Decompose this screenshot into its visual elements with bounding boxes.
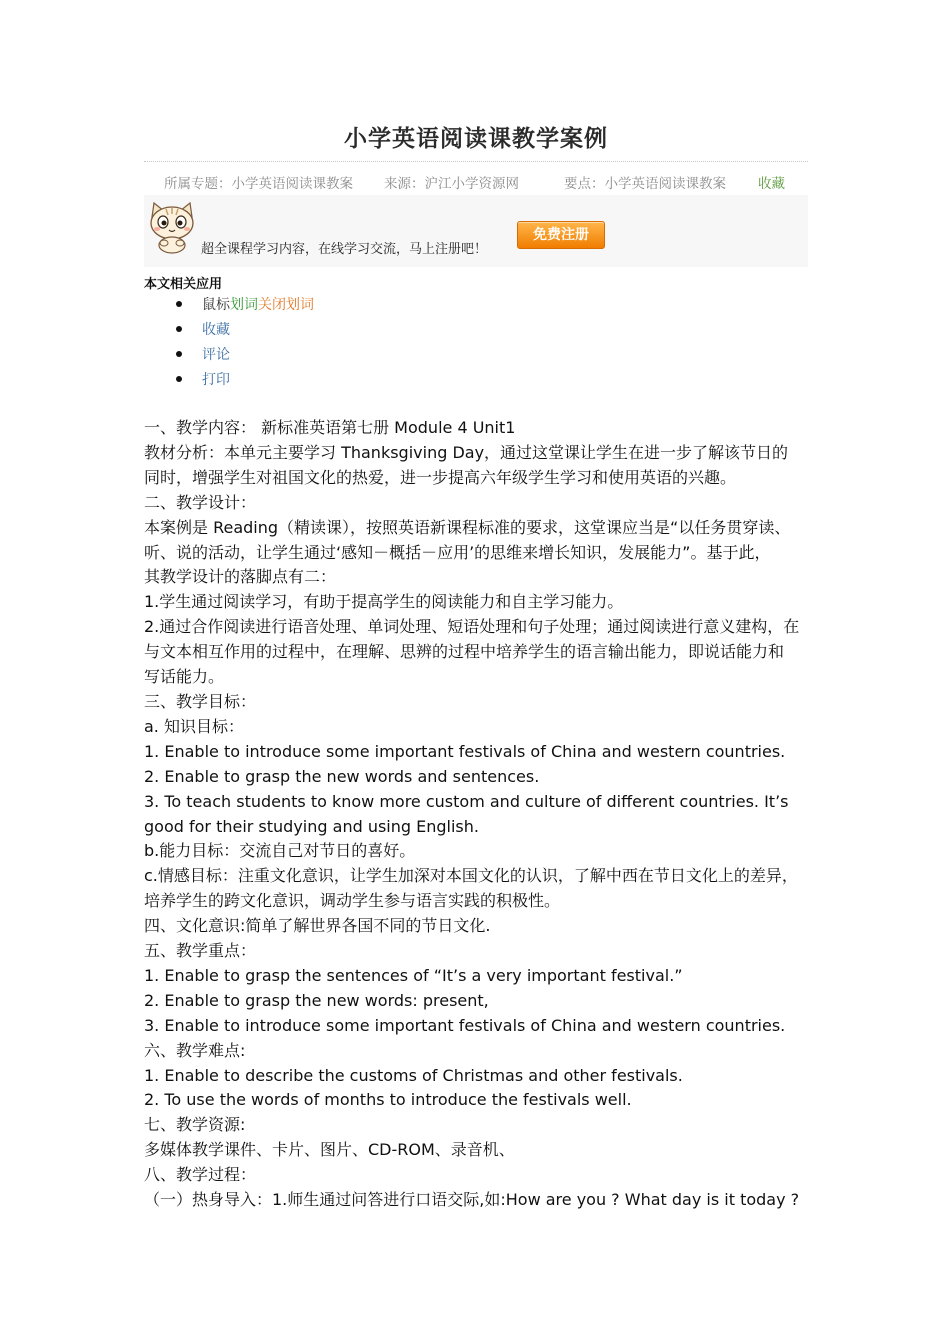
- text-line: 听、说的活动，让学生通过‘感知－概括－应用’的思维来增长知识，发展能力”。基于此，: [144, 542, 771, 562]
- meta-keypoint[interactable]: 要点：小学英语阅读课教案: [564, 176, 726, 192]
- favorite-app-link[interactable]: 收藏: [202, 322, 230, 338]
- list-item: [176, 345, 314, 370]
- page-title: 小学英语阅读课教学案例: [344, 125, 608, 152]
- text-line: 3. Enable to introduce some important festivals of China and western countries.: [144, 1015, 786, 1035]
- cat-mascot-icon: [144, 199, 200, 255]
- text-line: 教材分析：本单元主要学习 Thanksgiving Day，通过这堂课让学生在进一步了解该节日的: [144, 442, 789, 462]
- text-line: 五、教学重点：: [144, 941, 257, 961]
- text-line: 3. To teach students to know more custom and culture of different countries. It’s: [144, 791, 789, 811]
- text-line: 八、教学过程：: [144, 1165, 257, 1185]
- hover-prefix: 鼠标: [202, 297, 230, 313]
- text-line: 六、教学难点:: [144, 1040, 246, 1060]
- text-line: 2. Enable to grasp the new words: present,: [144, 990, 489, 1010]
- text-line: 2. Enable to grasp the new words and sentences.: [144, 766, 540, 786]
- list-item: [176, 295, 314, 320]
- text-line: c.情感目标：注重文化意识，让学生加深对本国文化的认识，了解中西在节日文化上的差异，: [144, 866, 798, 886]
- meta-topic[interactable]: 所属专题：小学英语阅读课教案: [164, 176, 353, 192]
- text-line: 1.学生通过阅读学习，有助于提高学生的阅读能力和自主学习能力。: [144, 592, 624, 612]
- text-line: a. 知识目标：: [144, 716, 244, 736]
- favorite-link[interactable]: 收藏: [758, 176, 785, 192]
- text-line: 2. To use the words of months to introduce the festivals well.: [144, 1090, 632, 1110]
- divider: [144, 161, 808, 162]
- text-line: 多媒体教学课件、卡片、图片、CD-ROM、录音机、: [144, 1140, 515, 1160]
- text-line: 1. Enable to grasp the sentences of “It’s a very important festival.”: [144, 965, 683, 985]
- text-line: （一）热身导入：1.师生通过问答进行口语交际,如:How are you ? What day is it today ?: [144, 1190, 800, 1210]
- list-item: [176, 370, 314, 395]
- text-line: 四、文化意识:简单了解世界各国不同的节日文化.: [144, 916, 491, 936]
- meta-source[interactable]: 来源：沪江小学资源网: [384, 176, 519, 192]
- text-line: 七、教学资源:: [144, 1115, 246, 1135]
- text-line: 其教学设计的落脚点有二：: [144, 567, 337, 587]
- text-line: b.能力目标：交流自己对节日的喜好。: [144, 841, 416, 861]
- print-link[interactable]: 打印: [202, 372, 230, 388]
- text-line: 本案例是 Reading（精读课），按照英语新课程标准的要求，这堂课应当是“以任务贯穿读、: [144, 517, 791, 537]
- list-item: [176, 320, 314, 345]
- related-apps-heading: 本文相关应用: [144, 277, 223, 292]
- related-apps-list: [176, 295, 314, 395]
- hover-off-link[interactable]: 关闭划词: [258, 297, 314, 313]
- text-line: good for their studying and using English.: [144, 816, 479, 836]
- text-line: 一、教学内容： 新标准英语第七册 Module 4 Unit1: [144, 418, 516, 437]
- text-line: 与文本相互作用的过程中，在理解、思辨的过程中培养学生的语言输出能力，即说话能力和: [144, 642, 785, 662]
- text-line: 写话能力。: [144, 667, 225, 687]
- text-line: 同时，增强学生对祖国文化的热爱，进一步提高六年级学生学习和使用英语的兴趣。: [144, 467, 737, 487]
- text-line: 三、教学目标：: [144, 691, 257, 711]
- text-line: 2.通过合作阅读进行语音处理、单词处理、短语处理和句子处理；通过阅读进行意义建构，在: [144, 617, 800, 637]
- text-line: 培养学生的跨文化意识，调动学生参与语言实践的积极性。: [144, 891, 561, 911]
- comment-link[interactable]: 评论: [202, 347, 230, 363]
- register-banner: [144, 195, 808, 267]
- text-line: 1. Enable to describe the customs of Christmas and other festivals.: [144, 1065, 683, 1085]
- hover-on-link[interactable]: 划词: [230, 297, 258, 313]
- article-body: [144, 416, 808, 1213]
- text-line: 二、教学设计：: [144, 492, 257, 512]
- register-button[interactable]: 免费注册: [517, 221, 605, 249]
- text-line: 1. Enable to introduce some important festivals of China and western countries.: [144, 741, 786, 761]
- banner-text: 超全课程学习内容，在线学习交流，马上注册吧！: [201, 242, 488, 257]
